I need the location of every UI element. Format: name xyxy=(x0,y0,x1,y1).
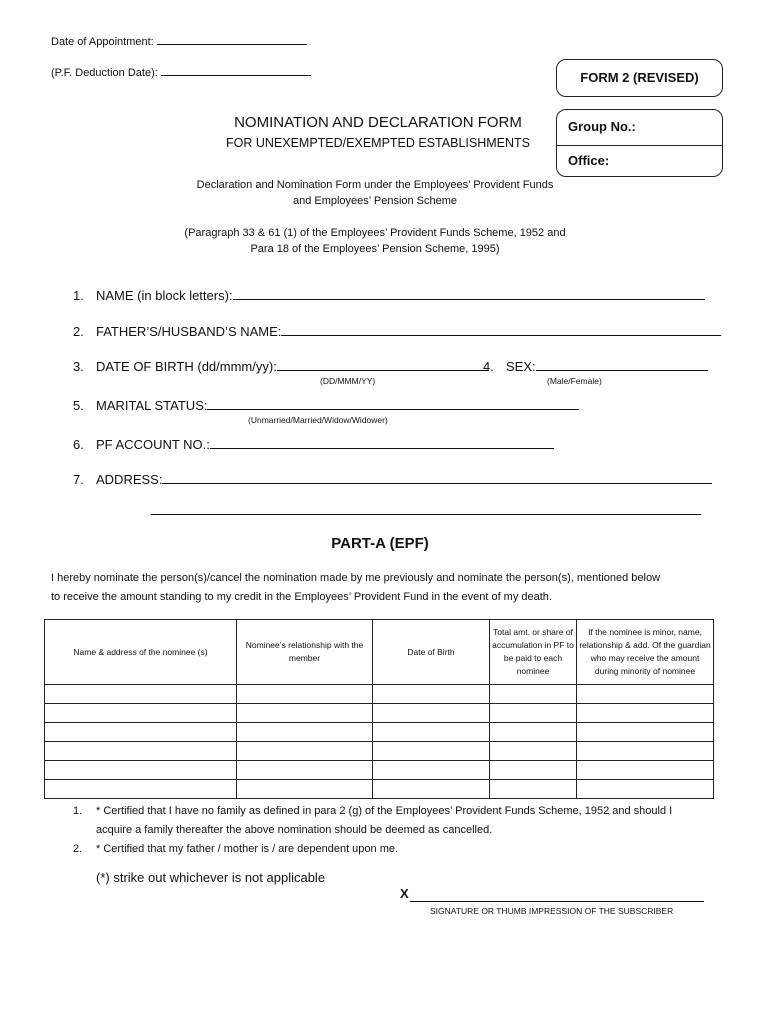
note-1-line2: acquire a family thereafter the above nomination should be deemed as cancelled. xyxy=(96,824,493,836)
form-description-line2: and Employees’ Pension Scheme xyxy=(292,195,458,207)
paragraph-reference-line1: (Paragraph 33 & 61 (1) of the Employees’ Provident Funds Scheme, 1952 and xyxy=(184,227,566,239)
date-of-birth-line[interactable] xyxy=(277,370,489,371)
table-cell[interactable] xyxy=(45,723,237,742)
field-number: 4. xyxy=(483,359,494,374)
note-number: 1. xyxy=(73,805,83,817)
table-cell[interactable] xyxy=(490,723,577,742)
table-cell[interactable] xyxy=(490,742,577,761)
date-of-birth-field xyxy=(73,359,489,374)
name-line[interactable] xyxy=(233,299,705,300)
sex-field xyxy=(483,359,708,374)
certification-note-1 xyxy=(73,802,672,840)
table-row xyxy=(45,780,714,799)
part-a-intro-line2: to receive the amount standing to my credit in the Employees’ Provident Fund in the event of my death. xyxy=(51,591,552,603)
appointment-date-row xyxy=(51,36,307,48)
certification-note-2 xyxy=(73,840,398,859)
table-cell[interactable] xyxy=(577,780,714,799)
father-husband-name-label: FATHER’S/HUSBAND’S NAME: xyxy=(96,324,282,339)
table-cell[interactable] xyxy=(237,780,373,799)
form-description-line1: Declaration and Nomination Form under the Employees’ Provident Funds xyxy=(196,179,554,191)
table-row xyxy=(45,704,714,723)
part-a-heading: PART-A (EPF) xyxy=(331,535,429,552)
table-cell[interactable] xyxy=(373,761,490,780)
note-2-line1: * Certified that my father / mother is / are dependent upon me. xyxy=(96,843,399,855)
marital-status-label: MARITAL STATUS: xyxy=(96,398,208,413)
office-label: Office: xyxy=(568,153,610,168)
sex-label: SEX: xyxy=(506,359,536,374)
pf-deduction-date-row xyxy=(51,67,311,79)
field-number: 7. xyxy=(73,472,84,487)
col-header-relationship: Nominee’s relationship with the member xyxy=(237,620,373,685)
table-cell[interactable] xyxy=(373,723,490,742)
sex-line[interactable] xyxy=(536,370,708,371)
marital-status-line[interactable] xyxy=(207,409,579,410)
form-subtitle: FOR UNEXEMPTED/EXEMPTED ESTABLISHMENTS xyxy=(226,136,530,150)
table-cell[interactable] xyxy=(490,685,577,704)
table-cell[interactable] xyxy=(45,780,237,799)
address-line-2[interactable] xyxy=(151,514,701,515)
form-badge: FORM 2 (REVISED) xyxy=(556,59,723,97)
field-number: 5. xyxy=(73,398,84,413)
form-title: NOMINATION AND DECLARATION FORM xyxy=(234,114,522,131)
signature-mark: X xyxy=(400,886,409,901)
note-number: 2. xyxy=(73,843,83,855)
date-of-birth-label: DATE OF BIRTH (dd/mmm/yy): xyxy=(96,359,277,374)
table-header-row xyxy=(45,620,714,685)
col-header-guardian: If the nominee is minor, name, relationship & add. Of the guardian who may receive the amount during minority of nominee xyxy=(577,620,714,685)
table-cell[interactable] xyxy=(45,742,237,761)
sex-hint: (Male/Female) xyxy=(547,376,602,386)
table-cell[interactable] xyxy=(237,723,373,742)
note-1-line1: * Certified that I have no family as defined in para 2 (g) of the Employees’ Provident Funds Scheme, 1952 and should I xyxy=(96,805,673,817)
table-cell[interactable] xyxy=(373,780,490,799)
pf-account-line[interactable] xyxy=(210,448,554,449)
marital-status-field xyxy=(73,398,579,413)
table-cell[interactable] xyxy=(577,761,714,780)
signature-line[interactable] xyxy=(410,901,704,902)
table-cell[interactable] xyxy=(45,761,237,780)
marital-status-hint: (Unmarried/Married/Widow/Widower) xyxy=(248,415,388,425)
field-number: 2. xyxy=(73,324,84,339)
table-cell[interactable] xyxy=(577,742,714,761)
table-row xyxy=(45,761,714,780)
col-header-name-address: Name & address of the nominee (s) xyxy=(45,620,237,685)
table-cell[interactable] xyxy=(45,704,237,723)
table-cell[interactable] xyxy=(237,704,373,723)
father-husband-name-line[interactable] xyxy=(281,335,721,336)
appointment-date-line[interactable] xyxy=(157,44,307,45)
field-number: 1. xyxy=(73,288,84,303)
pf-deduction-date-label: (P.F. Deduction Date): xyxy=(51,67,158,79)
appointment-date-label: Date of Appointment: xyxy=(51,36,154,48)
table-cell[interactable] xyxy=(490,704,577,723)
group-office-divider xyxy=(557,145,722,146)
field-number: 3. xyxy=(73,359,84,374)
table-cell[interactable] xyxy=(373,742,490,761)
paragraph-reference-line2: Para 18 of the Employees’ Pension Scheme, 1995) xyxy=(250,243,500,255)
date-of-birth-hint: (DD/MMM/YY) xyxy=(320,376,376,386)
table-cell[interactable] xyxy=(577,704,714,723)
table-cell[interactable] xyxy=(577,723,714,742)
field-number: 6. xyxy=(73,437,84,452)
father-husband-name-field xyxy=(73,324,721,339)
table-cell[interactable] xyxy=(237,685,373,704)
table-cell[interactable] xyxy=(373,685,490,704)
table-row xyxy=(45,742,714,761)
table-cell[interactable] xyxy=(490,780,577,799)
pf-deduction-date-line[interactable] xyxy=(161,75,311,76)
table-cell[interactable] xyxy=(577,685,714,704)
pf-account-field xyxy=(73,437,554,452)
address-line-1[interactable] xyxy=(162,483,712,484)
table-row xyxy=(45,685,714,704)
name-field xyxy=(73,288,705,303)
table-row xyxy=(45,723,714,742)
address-label: ADDRESS: xyxy=(96,472,163,487)
part-a-intro-line1: I hereby nominate the person(s)/cancel the nomination made by me previously and nominate the person(s), mentioned below xyxy=(51,572,661,584)
table-cell[interactable] xyxy=(45,685,237,704)
table-cell[interactable] xyxy=(373,704,490,723)
table-cell[interactable] xyxy=(490,761,577,780)
col-header-share: Total amt. or share of accumulation in PF to be paid to each nominee xyxy=(490,620,577,685)
address-field xyxy=(73,472,712,487)
col-header-dob: Date of Birth xyxy=(373,620,490,685)
group-no-label: Group No.: xyxy=(568,119,636,134)
signature-caption: SIGNATURE OR THUMB IMPRESSION OF THE SUBSCRIBER xyxy=(430,906,674,916)
pf-account-label: PF ACCOUNT NO.: xyxy=(96,437,210,452)
nominee-table xyxy=(44,619,714,799)
table-cell[interactable] xyxy=(237,742,373,761)
group-office-box xyxy=(556,109,723,177)
table-cell[interactable] xyxy=(237,761,373,780)
strike-out-note: (*) strike out whichever is not applicable xyxy=(96,870,326,885)
name-label: NAME (in block letters): xyxy=(96,288,233,303)
